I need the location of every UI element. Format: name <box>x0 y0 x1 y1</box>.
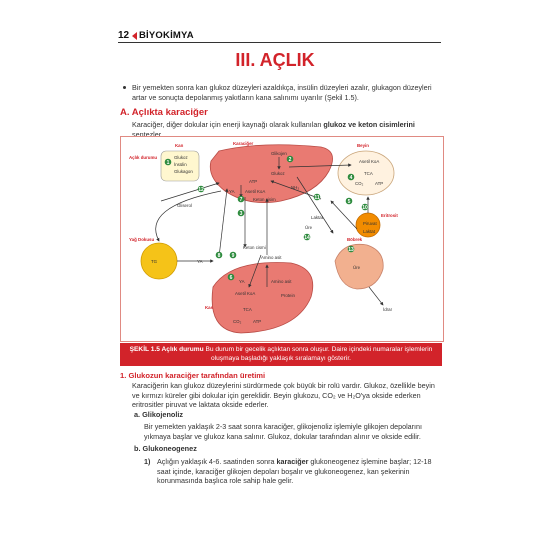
step-label: 8 <box>217 253 221 259</box>
step-label: 4 <box>349 175 353 181</box>
step-label: 9 <box>231 253 235 259</box>
label-blood: Kan <box>175 143 184 148</box>
label-glucagon: Glukagon <box>174 169 193 174</box>
label-liver-fa: YA <box>229 189 235 194</box>
list-item-body <box>157 457 442 486</box>
muscle-shape <box>212 263 313 334</box>
label-brain-atp: ATP <box>375 181 384 186</box>
label-blood-glucose: Glukoz <box>174 155 188 160</box>
label-brain-acetyl-coa: Asetil KoA <box>359 159 380 164</box>
label-insulin: İnsülin <box>174 162 187 167</box>
label-muscle-acetyl-coa: Asetil KoA <box>235 291 256 296</box>
left-triangle-icon <box>132 32 137 40</box>
list-item-text: Açlığın yaklaşık 4-6. saatinden sonra <box>157 457 277 466</box>
label-muscle: Kas <box>205 305 214 310</box>
label-glycerol: Gliserol <box>177 203 192 208</box>
label-muscle-amino-acid: Amino asit <box>271 279 292 284</box>
list-item <box>144 457 442 486</box>
label-lactate: Laktat <box>311 215 323 220</box>
label-ketone-bodies: Keton cisim <box>253 197 276 202</box>
label-muscle-atp: ATP <box>253 319 262 324</box>
step-label: 11 <box>314 195 320 201</box>
step-label: 13 <box>348 247 354 253</box>
section-1-paragraph: Karaciğerin kan glukoz düzeylerini sürdürmede çok büyük bir rolü vardır. Glukoz, özellikle beyin ve kırmızı küreler gibi dokular için gereklidir. Beyin glukozu, CO₂ ve H₂O'ya okside ederken eritrositler piruvat ve laktata okside ederler. <box>132 381 435 410</box>
step-label: 6 <box>229 275 233 281</box>
label-adipose-fa: YA <box>197 259 203 264</box>
section-a-title: A. Açlıkta karaciğer <box>120 107 208 118</box>
label-muscle-fa: YA <box>239 279 245 284</box>
label-urea: Üre <box>305 225 313 230</box>
label-tg: TG <box>151 259 158 264</box>
fasting-metabolism-figure <box>120 136 444 342</box>
page-number: 12 <box>118 30 130 41</box>
caption-text: Bu durum bir gecelik açlıktan sonra oluşur. Daire içindeki numaralar işlemlerin oluşmaya başladığı yaklaşık sıralamayı gösterir. <box>203 346 433 362</box>
label-muscle-tca: TCA <box>243 307 252 312</box>
label-kidney-urea: Üre <box>353 265 361 270</box>
figure-caption <box>120 343 442 366</box>
section-a-text-part: sentezler. <box>132 129 163 139</box>
label-pyruvate: Piruvat <box>363 221 377 226</box>
list-item-number: 1) <box>144 457 151 466</box>
step-label: 7 <box>239 197 243 203</box>
label-protein: Protein <box>281 293 295 298</box>
section-a-text-part: Karaciğer, diğer dokular için enerji kaynağı olarak kullanılan <box>132 120 324 129</box>
subsection-b-title: b. Glukoneogenez <box>134 444 197 453</box>
label-erythrocyte: Eritrosit <box>381 213 398 218</box>
label-liver: Karaciğer <box>233 141 254 146</box>
list-item-text: glukoneogenez işlemine başlar; 12-18 saat içinde, karaciğer glikojen depoları boşalır ve glukoneogenez, kan şekerinin korunmasında başlıca role sahip hale gelir. <box>157 457 432 486</box>
label-amino-acid: Amino asit <box>261 255 282 260</box>
label-liver-glucose: Glukoz <box>271 171 285 176</box>
step-label: 2 <box>288 157 292 163</box>
label-fasting-state: Açlık durumu <box>129 155 158 160</box>
header-rule <box>118 42 441 43</box>
step-label: 3 <box>239 211 243 217</box>
label-brain: Beyin <box>357 143 369 148</box>
list-item-bold: karaciğer <box>276 457 309 466</box>
adipose-shape <box>141 243 177 279</box>
label-kidney: Böbrek <box>347 237 363 242</box>
label-brain-tca: TCA <box>364 171 373 176</box>
label-liver-atp: ATP <box>249 179 258 184</box>
intro-bullet: Bir yemekten sonra kan glukoz düzeyleri azaldıkça, insülin düzeyleri azalır, glukagon düzeyleri artar ve sonuçta depolanmış yakıtların kana salınımı uyarılır (Şekil 1.5). <box>123 83 446 102</box>
chapter-title: III. AÇLIK <box>235 50 315 70</box>
section-1-title: 1. Glukozun karaciğer tarafından üretimi <box>120 371 266 380</box>
step-label: 12 <box>198 187 204 193</box>
step-label: 5 <box>347 199 351 205</box>
running-title: BİYOKİMYA <box>139 30 194 41</box>
label-erythrocyte-lactate: Laktat <box>363 229 375 234</box>
caption-bold: ŞEKİL 1.5 Açlık durumu <box>129 346 204 353</box>
subsection-a-title: a. Glikojenoliz <box>134 410 184 419</box>
label-glycogen: Glikojen <box>271 151 287 156</box>
step-label: 14 <box>304 235 310 241</box>
figure-diagram <box>121 137 443 341</box>
label-liver-acetyl-coa: Asetil KoA <box>245 189 266 194</box>
subsection-a-text: Bir yemekten yaklaşık 2-3 saat sonra karaciğer, glikojenoliz işlemiyle glikojen depolarını yıkmaya başlar ve glukoz kana salınır. Glukoz, dokular tarafından alınır ve okside edilir. <box>144 422 423 441</box>
label-adipose: Yağ Dokusu <box>129 237 155 242</box>
label-muscle-co2: CO₂ <box>233 319 242 324</box>
label-brain-co2: CO₂ <box>355 181 364 186</box>
section-a-text-bold: glukoz ve keton cisimlerini <box>323 120 415 129</box>
step-label: 1 <box>166 160 170 166</box>
step-label: 10 <box>362 205 368 211</box>
label-nh3: NH₃ <box>291 185 300 190</box>
page-header <box>118 29 441 43</box>
label-ketone-body: Keton cismi <box>243 245 266 250</box>
label-urine: İdrar <box>383 307 393 312</box>
